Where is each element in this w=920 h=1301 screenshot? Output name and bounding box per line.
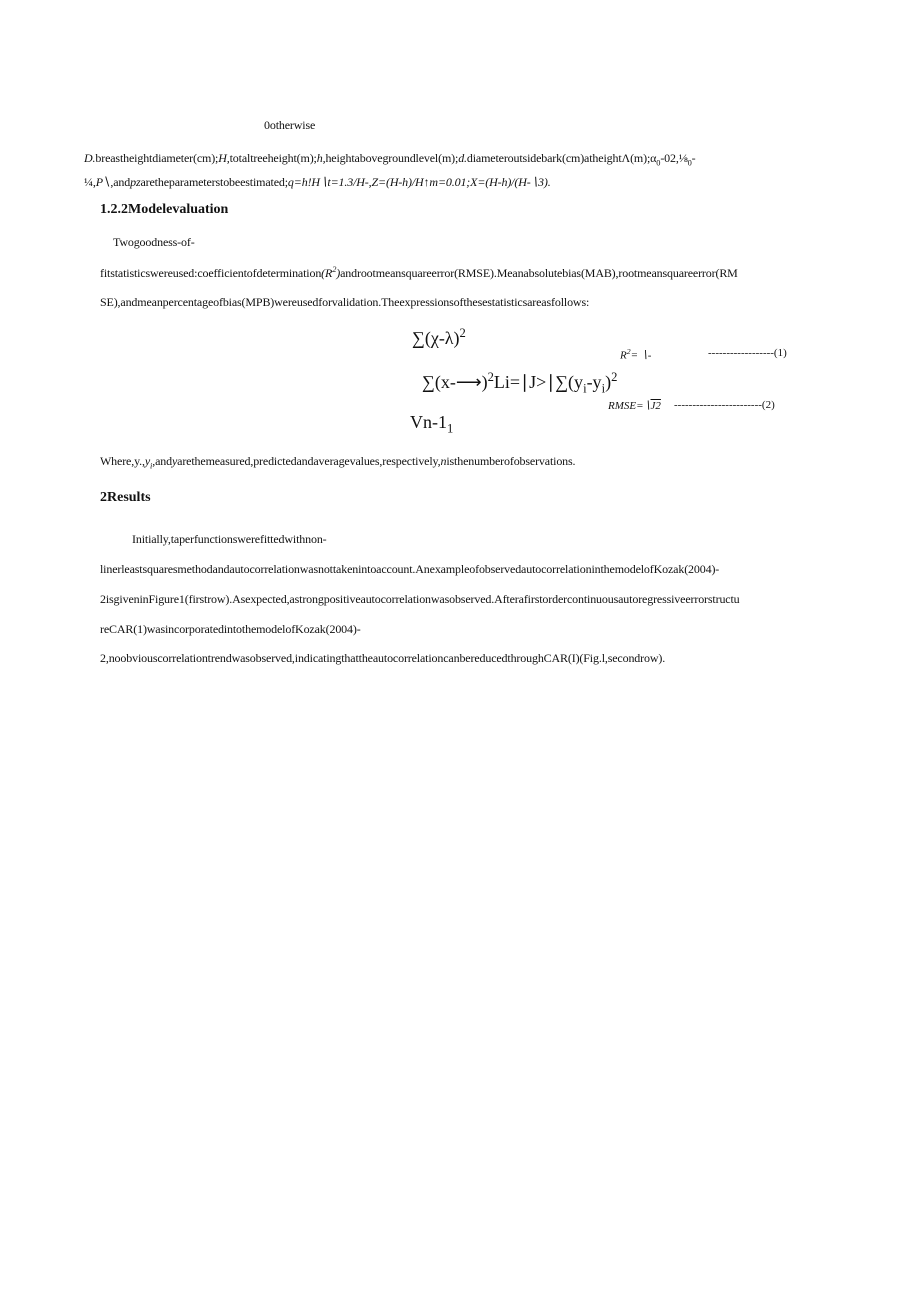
results-line-4: reCAR(1)wasincorporatedintothemodelofKozak(2004)- [100,622,361,636]
symbol-d: d. [458,151,467,165]
where-c: arethemeasured,predictedandaveragevalues,respectively, [177,454,441,468]
where-a: Where,y., [100,454,145,468]
r2-label-sup: 2 [626,347,631,356]
sum-2-sub-1: i [583,381,587,396]
equation-vn [410,412,453,437]
where-line [100,454,575,470]
sum-2-c: -y [586,372,602,392]
rmse-label [608,399,661,412]
paragraph-line-3: SE),andmeanpercentageofbias(MPB)wereusedforvalidation.Theexpressionsofthesestatisticsareasfollows: [100,295,590,309]
r2-open: (R [321,266,333,280]
desc-tail-2: -02,⅛ [660,151,688,165]
where-n: n [440,454,447,468]
sum-1-text: ∑(χ-λ) [412,328,460,348]
symbol-P: P [95,175,103,189]
desc-D: breastheightdiameter(cm); [95,151,219,165]
sum-2-a: ∑(x-⟶) [422,372,488,392]
equation-number-1: ------------------(1) [708,347,787,359]
desc-tail-3: - [691,151,696,165]
subscript-a: 0 [656,158,661,168]
vn-sub: 1 [447,421,454,436]
sum-2-sup: 2 [487,370,494,384]
paragraph-line-2-a: fitstatisticswereused:coefficientofdetermination [100,266,322,280]
symbol-H: H, [218,151,230,165]
where-yi: y [144,454,151,468]
rmse-label-text: RMSE=∖ [608,400,651,412]
paragraph-line-2-b: androotmeansquareerror(RMSE).Meanabsolutebias(MAB),rootmeansquareerror(RM [340,266,738,280]
where-yi-sub: i [150,461,153,471]
definitions-line-1 [84,151,695,167]
results-line-2: linerleastsquaresmethodandautocorrelationwasnottakenintoaccount.AnexampleofobservedautocorrelationinthemodelofKozak(2004)- [100,562,720,576]
section-heading-model-evaluation: 1.2.2Modelevaluation [100,202,229,217]
r2-label [620,347,651,362]
sum-2-sup-2: 2 [611,370,618,384]
desc-level: level(m); [415,151,459,165]
equation-sum-1 [412,326,466,349]
results-line-5: 2,noobviouscorrelationtrendwasobserved,indicatingthattheautocorrelationcanbereducedthroughCAR(I)(Fig.l,secondrow). [100,651,666,665]
symbol-D: D. [84,151,96,165]
otherwise-text: 0otherwise [264,118,316,132]
desc-tail: Λ(m);α [621,151,657,165]
sum-1-sup: 2 [459,326,466,340]
def2-desc: aretheparameterstobeestimated; [140,175,288,189]
where-d: isthenumberofobservations. [446,454,576,468]
r2-sup: 2 [332,265,337,274]
desc-d: diameteroutsidebark(cm)atheight [466,151,622,165]
equation-number-2: ------------------------(2) [674,399,775,411]
equation-sum-2 [422,370,617,397]
def2-start: ¼, [84,175,96,189]
rmse-label-frag: J2 [650,400,661,412]
sum-2-d: ) [605,372,612,392]
where-ybar: y [171,454,178,468]
where-b: ,and [152,454,172,468]
symbol-pz: pz [130,175,141,189]
section-heading-results: 2Results [100,490,151,505]
r2-close: ) [336,266,341,280]
subscript-b: 0 [687,158,692,168]
definitions-line-2 [84,175,551,190]
results-line-3: 2isgiveninFigure1(firstrow).Asexpected,astrongpositiveautocorrelationwasobserved.Afterafirstordercontinuousautoregressiveerrorstructu [100,592,740,606]
def2-formulas: q=h!H∖t=1.3/H-,Z=(H-h)/H↑m=0.01;X=(H-h)/(H-∖3). [287,175,551,189]
paragraph-line-2 [100,265,738,281]
r2-label-rest: = ∖- [630,349,652,362]
sum-2-b: Li=∣J>∣∑(y [493,372,584,392]
def2-mid: ∖,and [102,175,131,189]
sum-2-sub-2: i [601,381,606,396]
symbol-h: h, [316,151,326,165]
desc-h: heightaboveground [325,151,416,165]
results-line-1: Initially,taperfunctionswerefittedwithnon- [132,532,327,546]
r2-label-text: R [620,349,627,362]
vn-text: Vn-1 [410,412,447,432]
paragraph-line-1: Twogoodness-of- [113,235,195,249]
desc-H: totaltreeheight(m); [229,151,317,165]
